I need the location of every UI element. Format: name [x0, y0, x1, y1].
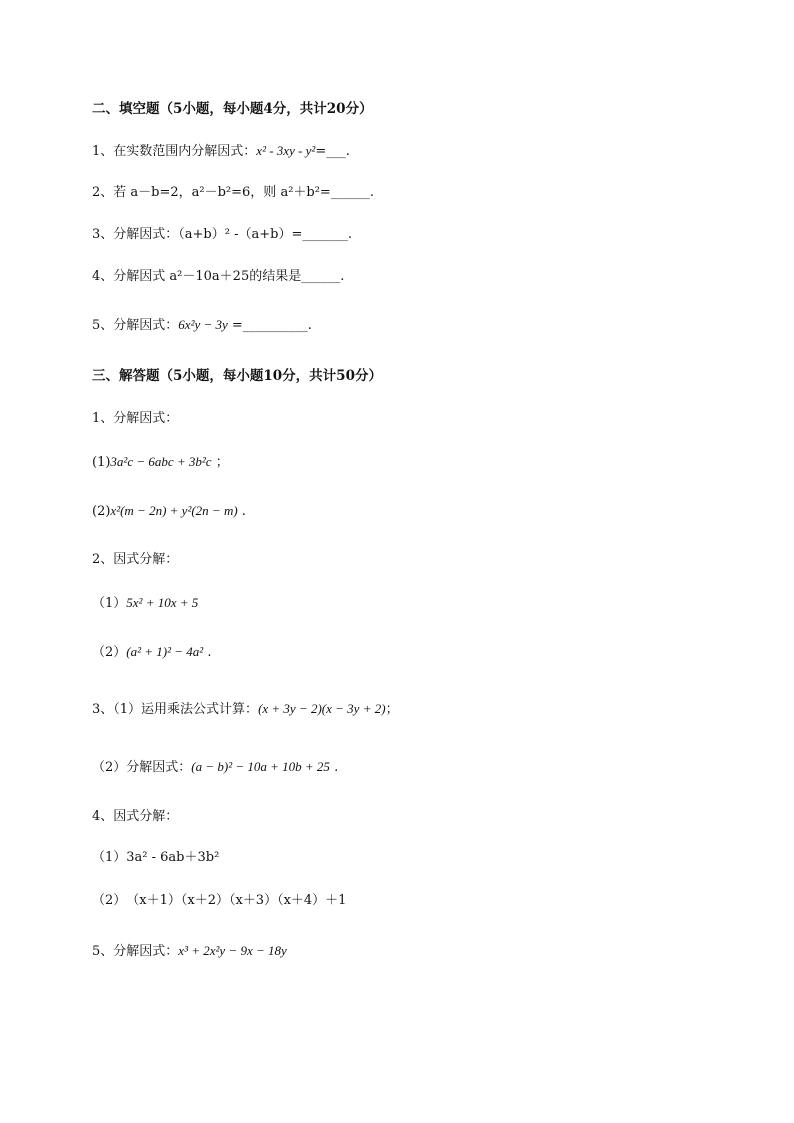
question-text: （2） （x＋1）（x＋2）（x＋3）（x＋4）＋1: [92, 893, 347, 908]
question-text: （1）3a² - 6ab＋3b²: [92, 850, 220, 865]
question-3-1-part-1: [92, 453, 229, 472]
question-2-1: [92, 142, 350, 161]
question-number: 5、: [92, 318, 114, 333]
question-number: 3、: [92, 702, 114, 717]
question-text: 因式分解：: [113, 809, 179, 824]
question-text: 分解因式：: [113, 944, 179, 959]
question-3-1: [92, 410, 178, 428]
question-3-2-part-1: [92, 594, 198, 613]
question-math: 3a²c − 6abc + 3b²c: [110, 454, 212, 469]
question-text: 分解因式：: [113, 318, 179, 333]
question-3-2-part-2: [92, 643, 211, 662]
question-text: （2）分解因式：: [92, 760, 192, 775]
question-number: 3、: [92, 227, 114, 242]
question-number: 2、: [92, 552, 114, 567]
question-2-3: [92, 226, 352, 244]
question-tail: .: [203, 645, 212, 660]
question-math: 5x² + 10x + 5: [126, 595, 199, 610]
section-heading-fill-in: 二、填空题（5小题，每小题4分，共计20分）: [92, 101, 373, 117]
question-text: 若 a－b=2，a²－b²=6，则 a²＋b²=______.: [113, 185, 374, 200]
question-3-4-part-2: [92, 892, 346, 910]
question-math: 6x²y − 3y: [178, 317, 228, 332]
question-2-5: [92, 316, 312, 335]
question-3-3-part-2: [92, 758, 338, 777]
question-number: 2、: [92, 185, 114, 200]
question-3-5: [92, 942, 287, 961]
question-math: x²(m − 2n) + y²(2n − m): [110, 503, 238, 518]
question-3-2: [92, 551, 178, 569]
part-label: (1): [92, 455, 111, 470]
question-math: (x + 3y − 2)(x − 3y + 2): [258, 701, 386, 716]
question-text: 因式分解：: [113, 552, 179, 567]
question-tail: =__________.: [227, 318, 312, 333]
question-2-2: [92, 184, 374, 202]
question-math: (a − b)² − 10a + 10b + 25: [191, 759, 330, 774]
question-number: 5、: [92, 944, 114, 959]
question-tail: ；: [211, 455, 229, 470]
question-math: (a² + 1)² − 4a²: [126, 644, 204, 659]
question-3-4: [92, 808, 178, 826]
part-label: （2）: [92, 645, 127, 660]
section-heading-answer: 三、解答题（5小题，每小题10分，共计50分）: [92, 368, 382, 384]
part-label: (2): [92, 504, 111, 519]
question-text: 在实数范围内分解因式：: [113, 144, 257, 159]
question-3-4-part-1: [92, 849, 219, 867]
question-tail: .: [329, 760, 339, 775]
question-number: 4、: [92, 269, 114, 284]
question-2-4: [92, 268, 344, 286]
question-text: 分解因式：（a+b）² -（a+b）=_______.: [113, 227, 352, 242]
question-tail: .: [237, 504, 246, 519]
question-3-1-part-2: [92, 502, 246, 521]
question-tail: ；: [385, 702, 399, 717]
question-text: 分解因式：: [113, 411, 179, 426]
question-number: 4、: [92, 809, 114, 824]
question-3-3-part-1: [92, 700, 399, 719]
question-math: x³ + 2x²y − 9x − 18y: [178, 943, 287, 958]
question-tail: =___.: [315, 144, 350, 159]
question-number: 1、: [92, 411, 114, 426]
question-text: （1）运用乘法公式计算：: [113, 702, 259, 717]
question-math: x² - 3xy - y²: [256, 143, 316, 158]
part-label: （1）: [92, 596, 127, 611]
question-number: 1、: [92, 144, 114, 159]
question-text: 分解因式 a²－10a＋25的结果是______.: [113, 269, 345, 284]
